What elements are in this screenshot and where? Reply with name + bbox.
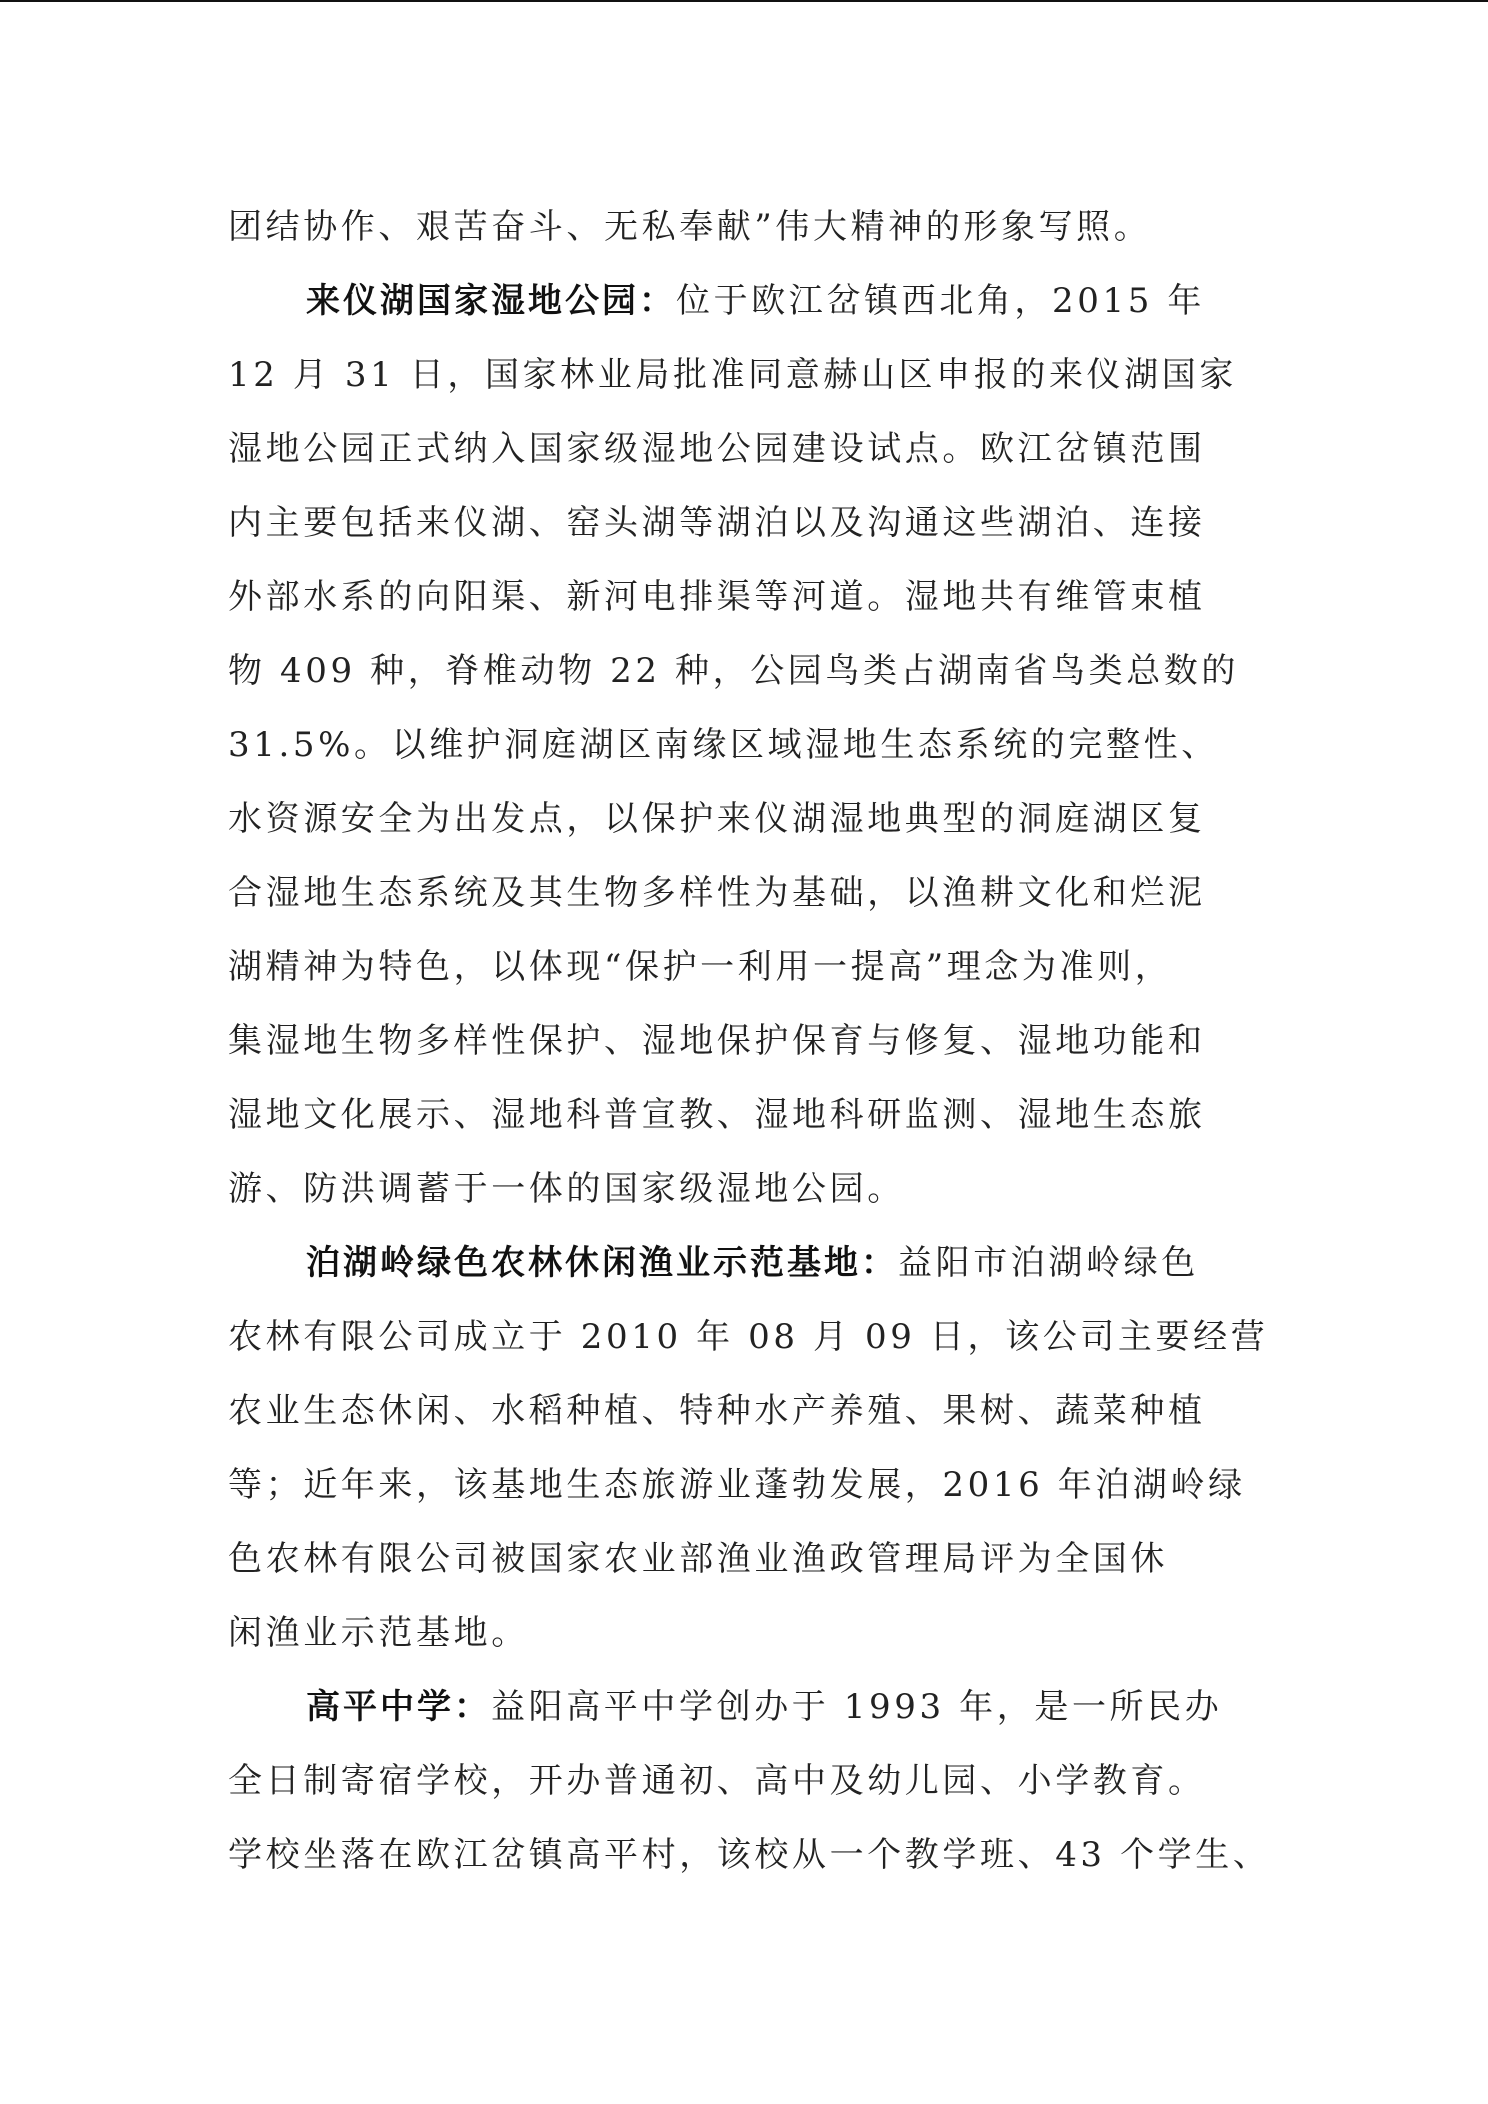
top-border-line [0,0,1488,2]
text-line: 学校坐落在欧江岔镇高平村，该校从一个教学班、43 个学生、 [228,1835,1271,1875]
heading-gaoping-school: 高平中学： [306,1687,491,1727]
paragraph-bohuling-start [306,1226,1199,1300]
text-line: 湖精神为特色，以体现“保护一利用一提高”理念为准则， [228,947,1173,987]
heading-bohuling-fishery-base: 泊湖岭绿色农林休闲渔业示范基地： [306,1243,898,1283]
paragraph-laiyi-start [306,264,1205,338]
text-line: 农业生态休闲、水稻种植、特种水产养殖、果树、蔬菜种植 [228,1391,1206,1431]
paragraph-gaoping-start [306,1670,1222,1744]
text-line: 色农林有限公司被国家农业部渔业渔政管理局评为全国休 [228,1539,1168,1579]
text-line: 益阳高平中学创办于 1993 年，是一所民办 [491,1687,1223,1727]
text-line: 位于欧江岔镇西北角，2015 年 [676,281,1205,321]
text-line: 湿地公园正式纳入国家级湿地公园建设试点。欧江岔镇范围 [228,429,1206,469]
text-line: 外部水系的向阳渠、新河电排渠等河道。湿地共有维管束植 [228,577,1206,617]
text-line: 团结协作、艰苦奋斗、无私奉献”伟大精神的形象写照。 [228,207,1152,247]
text-line: 农林有限公司成立于 2010 年 08 月 09 日，该公司主要经营 [228,1317,1269,1357]
text-line: 水资源安全为出发点，以保护来仪湖湿地典型的洞庭湖区复 [228,799,1206,839]
text-line: 内主要包括来仪湖、窑头湖等湖泊以及沟通这些湖泊、连接 [228,503,1206,543]
text-line: 12 月 31 日，国家林业局批准同意赫山区申报的来仪湖国家 [228,355,1237,395]
text-line: 集湿地生物多样性保护、湿地保护保育与修复、湿地功能和 [228,1021,1206,1061]
text-line: 物 409 种，脊椎动物 22 种，公园鸟类占湖南省鸟类总数的 [228,651,1239,691]
text-line: 合湿地生态系统及其生物多样性为基础，以渔耕文化和烂泥 [228,873,1206,913]
text-line: 游、防洪调蓄于一体的国家级湿地公园。 [228,1169,905,1209]
heading-laiyi-wetland-park: 来仪湖国家湿地公园： [306,281,676,321]
text-line: 等；近年来，该基地生态旅游业蓬勃发展，2016 年泊湖岭绿 [228,1465,1246,1505]
text-line: 全日制寄宿学校，开办普通初、高中及幼儿园、小学教育。 [228,1761,1206,1801]
text-line: 湿地文化展示、湿地科普宣教、湿地科研监测、湿地生态旅 [228,1095,1206,1135]
text-line: 益阳市泊湖岭绿色 [898,1243,1199,1283]
text-line: 31.5%。以维护洞庭湖区南缘区域湿地生态系统的完整性、 [228,725,1219,765]
text-line: 闲渔业示范基地。 [228,1613,529,1653]
